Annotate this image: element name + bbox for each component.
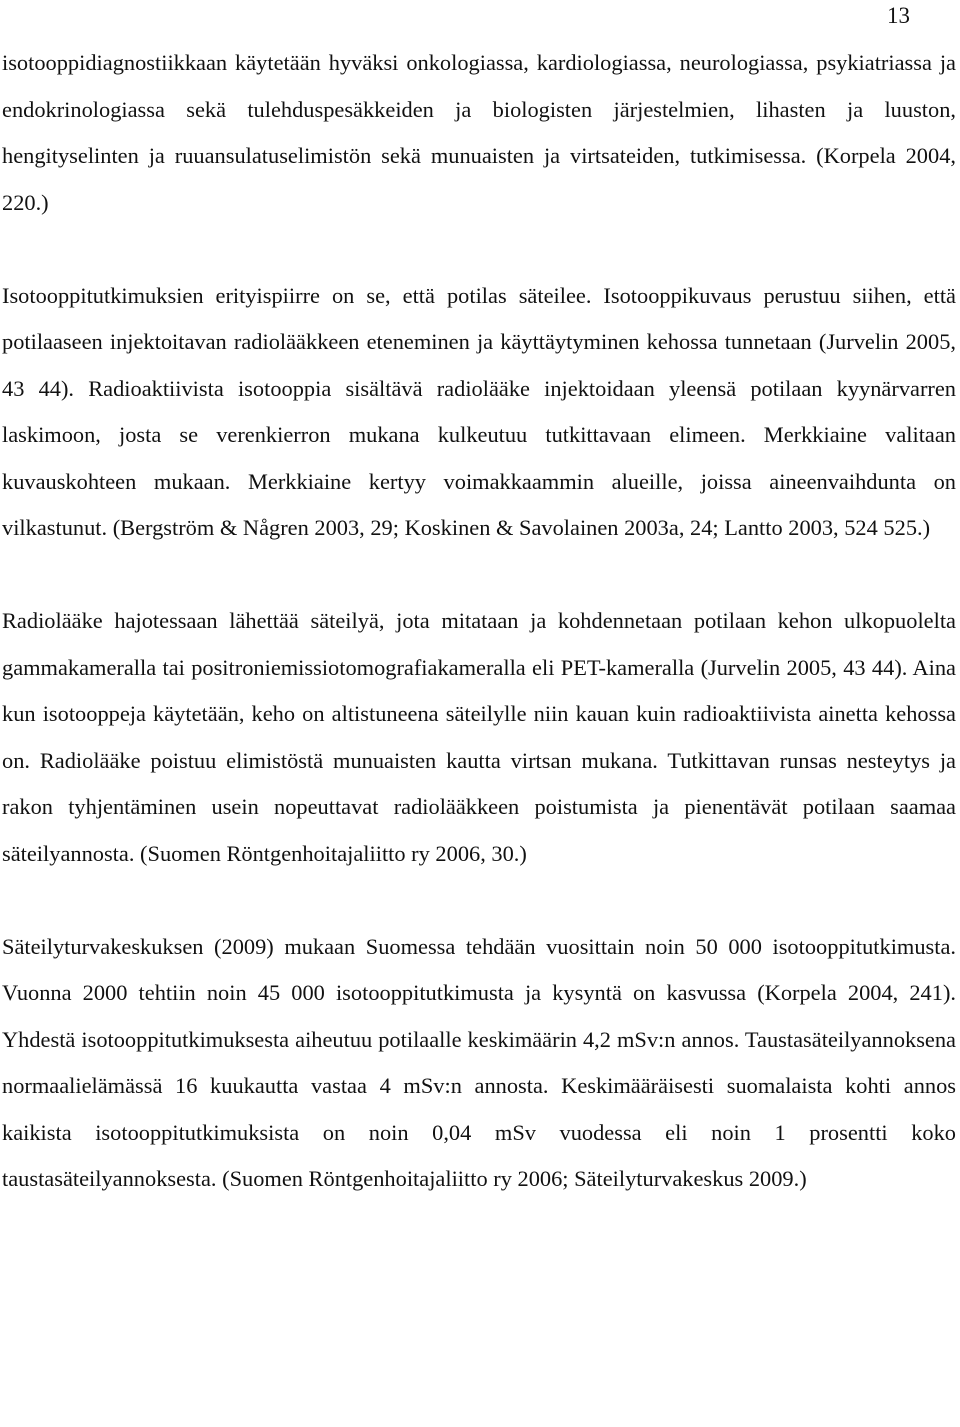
document-body (2, 40, 956, 1203)
paragraph-3: Radiolääke hajotessaan lähettää säteilyä, jota mitataan ja kohdennetaan potilaan kehon ulkopuolelta gammakameralla tai positroniemissiotomografiakameralla eli PET-kameralla (Jurvelin 2005, 43 44). Aina kun isotooppeja käytetään, keho on altistuneena säteilylle niin kauan kuin radioaktiivista ainetta kehossa on. Radiolääke poistuu elimistöstä munuaisten kautta virtsan mukana. Tutkittavan runsas nesteytys ja rakon tyhjentäminen usein nopeuttavat radiolääkkeen poistumista ja pienentävät potilaan saamaa säteilyannosta. (Suomen Röntgenhoitajaliitto ry 2006, 30.) (2, 608, 956, 866)
paragraph-4: Säteilyturvakeskuksen (2009) mukaan Suomessa tehdään vuosittain noin 50 000 isotooppitutkimusta. Vuonna 2000 tehtiin noin 45 000 isotooppitutkimusta ja kysyntä on kasvussa (Korpela 2004, 241). Yhdestä isotooppitutkimuksesta aiheutuu potilaalle keskimäärin 4,2 mSv:n annos. Taustasäteilyannoksena normaalielämässä 16 kuukautta vastaa 4 mSv:n annosta. Keskimääräisesti suomalaista kohti annos kaikista isotooppitutkimuksista on noin 0,04 mSv vuodessa eli noin 1 prosentti koko taustasäteilyannoksesta. (Suomen Röntgenhoitajaliitto ry 2006; Säteilyturvakeskus 2009.) (2, 933, 956, 1191)
paragraph-2: Isotooppitutkimuksien erityispiirre on se, että potilas säteilee. Isotooppikuvaus perustuu siihen, että potilaaseen injektoitavan radiolääkkeen eteneminen ja käyttäytyminen kehossa tunnetaan (Jurvelin 2005, 43 44). Radioaktiivista isotooppia sisältävä radiolääke injektoidaan yleensä potilaan kyynärvarren laskimoon, josta se verenkierron mukana kulkeutuu tutkittavaan elimeen. Merkkiaine valitaan kuvauskohteen mukaan. Merkkiaine kertyy voimakkaammin alueille, joissa aineenvaihdunta on vilkastunut. (Bergström & Någren 2003, 29; Koskinen & Savolainen 2003a, 24; Lantto 2003, 524 525.) (2, 282, 956, 540)
page-number: 13 (887, 3, 910, 28)
paragraph-1: isotooppidiagnostiikkaan käytetään hyväksi onkologiassa, kardiologiassa, neurologiassa, psykiatriassa ja endokrinologiassa sekä tulehduspesäkkeiden ja biologisten järjestelmien, lihasten ja luuston, hengityselinten ja ruuansulatuselimistön sekä munuaisten ja virtsateiden, tutkimisessa. (Korpela 2004, 220.) (2, 50, 956, 215)
